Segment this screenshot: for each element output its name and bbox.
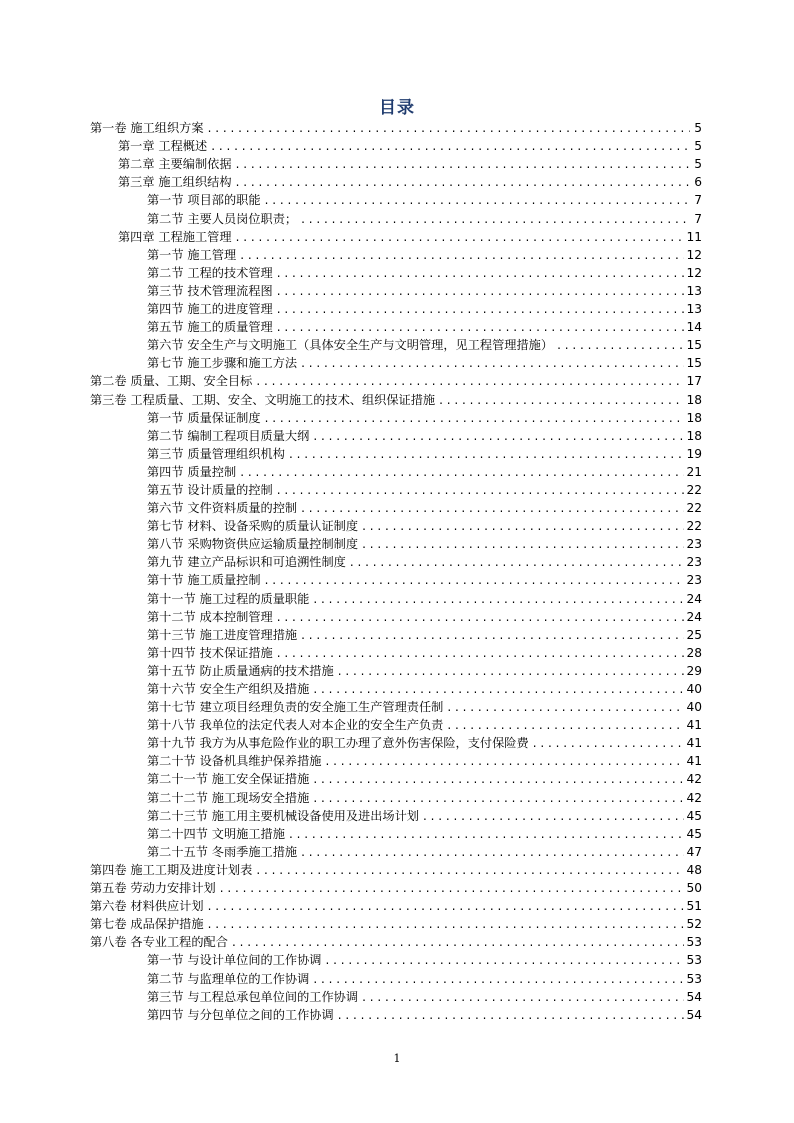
toc-entry[interactable] — [90, 571, 702, 589]
dot-leader — [208, 119, 690, 137]
toc-entry-page-number: 12 — [686, 265, 702, 280]
toc-entry-title: 第七节 施工步骤和施工方法 — [147, 356, 298, 371]
dot-leader — [313, 427, 684, 445]
toc-entry-title: 第二十节 设备机具维护保养措施 — [147, 754, 322, 769]
toc-entry-title: 第一节 与设计单位间的工作协调 — [147, 953, 322, 968]
toc-entry-title: 第三卷 工程质量、工期、安全、文明施工的技术、组织保证措施 — [90, 392, 436, 407]
toc-entry-title: 第四章 工程施工管理 — [118, 229, 232, 244]
dot-leader — [232, 933, 685, 951]
dot-leader — [533, 734, 685, 752]
toc-entry-page-number: 50 — [686, 881, 702, 896]
toc-entry-page-number: 22 — [686, 501, 702, 516]
dot-leader — [301, 354, 684, 372]
toc-entry-title: 第四节 与分包单位之间的工作协调 — [147, 1007, 334, 1022]
toc-entry[interactable] — [90, 1006, 702, 1024]
toc-entry-page-number: 42 — [686, 772, 702, 787]
toc-entry[interactable] — [90, 680, 702, 698]
dot-leader — [256, 861, 684, 879]
toc-entry-title: 第十七节 建立项目经理负责的安全施工生产管理责任制 — [147, 700, 444, 715]
toc-entry[interactable] — [90, 209, 702, 227]
dot-leader — [256, 372, 684, 390]
dot-leader — [265, 409, 685, 427]
dot-leader — [208, 897, 685, 915]
toc-entry-title: 第二节 与监理单位的工作协调 — [147, 971, 310, 986]
toc-entry-title: 第七节 材料、设备采购的质量认证制度 — [147, 519, 359, 534]
toc-entry-page-number: 25 — [686, 627, 702, 642]
toc-entry-page-number: 41 — [686, 754, 702, 769]
toc-entry-title: 第一章 工程概述 — [118, 139, 208, 154]
dot-leader — [301, 210, 690, 228]
dot-leader — [301, 626, 684, 644]
toc-entry-page-number: 28 — [686, 645, 702, 660]
toc-entry-title: 第三节 质量管理组织机构 — [147, 446, 285, 461]
toc-entry-page-number: 14 — [686, 320, 702, 335]
toc-entry-page-number: 54 — [686, 1007, 702, 1022]
toc-entry-title: 第十节 施工质量控制 — [147, 573, 261, 588]
toc-entry-title: 第十三节 施工进度管理措施 — [147, 627, 298, 642]
toc-entry-title: 第十二节 成本控制管理 — [147, 609, 273, 624]
toc-entry-page-number: 18 — [686, 392, 702, 407]
dot-leader — [326, 752, 685, 770]
toc-entry-page-number: 6 — [694, 175, 702, 190]
dot-leader — [265, 191, 690, 209]
dot-leader — [277, 282, 685, 300]
toc-entry[interactable] — [90, 119, 702, 137]
toc-entry-page-number: 5 — [694, 157, 702, 172]
toc-entry-title: 第十八节 我单位的法定代表人对本企业的安全生产负责 — [147, 718, 444, 733]
toc-entry[interactable] — [90, 354, 702, 372]
toc-entry-page-number: 41 — [686, 736, 702, 751]
toc-entry-title: 第十六节 安全生产组织及措施 — [147, 682, 310, 696]
dot-leader — [208, 915, 685, 933]
toc-entry-title: 第二十一节 施工安全保证措施 — [147, 772, 310, 787]
toc-entry[interactable] — [90, 228, 702, 246]
dot-leader — [240, 246, 684, 264]
page-number: 1 — [393, 1052, 401, 1065]
toc-entry[interactable] — [90, 463, 702, 481]
toc-entry-page-number: 23 — [686, 537, 702, 552]
dot-leader — [313, 789, 684, 807]
dot-leader — [338, 1006, 685, 1024]
toc-entry-page-number: 18 — [686, 428, 702, 443]
toc-entry[interactable] — [90, 589, 702, 607]
toc-entry-title: 第二节 编制工程项目质量大纲 — [147, 428, 310, 443]
toc-entry[interactable] — [90, 155, 702, 173]
toc-entry[interactable] — [90, 734, 702, 752]
toc-entry-title: 第十一节 施工过程的质量职能 — [147, 591, 310, 606]
dot-leader — [236, 228, 685, 246]
table-of-contents — [90, 119, 702, 1024]
toc-entry[interactable] — [90, 825, 702, 843]
toc-entry[interactable] — [90, 698, 702, 716]
toc-entry-page-number: 52 — [686, 917, 702, 932]
toc-entry-title: 第二节 主要人员岗位职责； — [147, 211, 298, 226]
toc-entry-title: 第十九节 我方为从事危险作业的职工办理了意外伤害保险，支付保险费 — [147, 736, 529, 751]
toc-entry-page-number: 18 — [686, 410, 702, 425]
toc-entry-page-number: 23 — [686, 555, 702, 570]
toc-entry-page-number: 29 — [686, 663, 702, 678]
dot-leader — [277, 481, 685, 499]
toc-entry-page-number: 13 — [686, 283, 702, 298]
toc-entry-page-number: 19 — [686, 446, 702, 461]
dot-leader — [313, 590, 684, 608]
toc-entry-page-number: 53 — [686, 971, 702, 986]
toc-entry-page-number: 22 — [686, 519, 702, 534]
toc-entry[interactable] — [90, 716, 702, 734]
toc-entry[interactable] — [90, 988, 702, 1006]
dot-leader — [362, 988, 684, 1006]
dot-leader — [277, 644, 685, 662]
dot-leader — [423, 807, 684, 825]
toc-entry-page-number: 17 — [686, 374, 702, 389]
toc-entry-page-number: 48 — [686, 862, 702, 877]
toc-entry-title: 第三章 施工组织结构 — [118, 175, 232, 190]
toc-entry[interactable] — [90, 861, 702, 879]
dot-leader — [220, 879, 685, 897]
toc-entry[interactable] — [90, 173, 702, 191]
toc-entry[interactable] — [90, 788, 702, 806]
toc-entry[interactable] — [90, 644, 702, 662]
toc-entry-page-number: 54 — [686, 989, 702, 1004]
toc-entry-title: 第六节 文件资料质量的控制 — [147, 501, 298, 516]
toc-entry-page-number: 7 — [694, 193, 702, 208]
toc-entry-title: 第一卷 施工组织方案 — [90, 121, 204, 136]
toc-entry-page-number: 23 — [686, 573, 702, 588]
toc-entry-title: 第三节 与工程总承包单位间的工作协调 — [147, 989, 359, 1004]
toc-entry-page-number: 53 — [686, 953, 702, 968]
toc-entry[interactable] — [90, 137, 702, 155]
toc-entry-title: 第九节 建立产品标识和可追溯性制度 — [147, 555, 346, 570]
toc-entry-title: 第七卷 成品保护措施 — [90, 917, 204, 932]
toc-entry-page-number: 13 — [686, 302, 702, 317]
toc-entry-page-number: 7 — [694, 211, 702, 226]
toc-entry[interactable] — [90, 770, 702, 788]
dot-leader — [447, 716, 684, 734]
toc-entry[interactable] — [90, 553, 702, 571]
dot-leader — [326, 951, 685, 969]
toc-entry[interactable] — [90, 318, 702, 336]
toc-entry-title: 第四节 施工的进度管理 — [147, 302, 273, 317]
toc-entry[interactable] — [90, 409, 702, 427]
toc-entry[interactable] — [90, 626, 702, 644]
dot-leader — [301, 499, 684, 517]
dot-leader — [289, 825, 685, 843]
toc-entry-title: 第二十四节 文明施工措施 — [147, 826, 285, 841]
toc-entry-page-number: 51 — [686, 899, 702, 914]
toc-entry[interactable] — [90, 951, 702, 969]
dot-leader — [240, 463, 684, 481]
toc-entry-title: 第五节 设计质量的控制 — [147, 482, 273, 497]
dot-leader — [350, 553, 685, 571]
dot-leader — [313, 970, 684, 988]
toc-entry-title: 第六节 安全生产与文明施工（具体安全生产与文明管理，见工程管理措施） — [147, 338, 554, 353]
dot-leader — [211, 137, 690, 155]
dot-leader — [289, 445, 685, 463]
toc-entry[interactable] — [90, 897, 702, 915]
toc-entry[interactable] — [90, 933, 702, 951]
toc-entry-title: 第二卷 质量、工期、安全目标 — [90, 374, 253, 389]
toc-entry[interactable] — [90, 445, 702, 463]
toc-entry-title: 第六卷 材料供应计划 — [90, 899, 204, 914]
toc-entry-title: 第二十二节 施工现场安全措施 — [147, 790, 310, 805]
dot-leader — [277, 264, 685, 282]
toc-entry[interactable] — [90, 390, 702, 408]
dot-leader — [236, 173, 690, 191]
toc-entry[interactable] — [90, 499, 702, 517]
toc-entry-page-number: 41 — [686, 718, 702, 733]
toc-entry[interactable] — [90, 608, 702, 626]
toc-entry-title: 第二十五节 冬雨季施工措施 — [147, 844, 298, 859]
toc-entry[interactable] — [90, 517, 702, 535]
toc-entry-page-number: 53 — [686, 935, 702, 950]
dot-leader — [277, 318, 685, 336]
toc-entry-title: 第三节 技术管理流程图 — [147, 283, 273, 298]
dot-leader — [439, 391, 684, 409]
page-title: 目录 — [379, 98, 415, 118]
toc-entry-page-number: 5 — [694, 121, 702, 136]
toc-entry-title: 第八卷 各专业工程的配合 — [90, 935, 228, 950]
toc-entry-page-number: 12 — [686, 247, 702, 262]
dot-leader — [277, 300, 685, 318]
toc-entry-title: 第一节 质量保证制度 — [147, 410, 261, 425]
toc-entry-page-number: 24 — [686, 609, 702, 624]
toc-entry-title: 第五卷 劳动力安排计划 — [90, 881, 216, 896]
toc-entry[interactable] — [90, 879, 702, 897]
toc-entry[interactable] — [90, 427, 702, 445]
toc-entry[interactable] — [90, 915, 702, 933]
dot-leader — [313, 770, 684, 788]
toc-entry-page-number: 22 — [686, 482, 702, 497]
toc-entry-title: 第一节 项目部的职能 — [147, 193, 261, 208]
dot-leader — [338, 662, 685, 680]
dot-leader — [277, 608, 685, 626]
toc-entry[interactable] — [90, 535, 702, 553]
toc-entry-title: 第四节 质量控制 — [147, 464, 237, 479]
toc-entry[interactable] — [90, 662, 702, 680]
toc-entry-title: 第二十三节 施工用主要机械设备使用及进出场计划 — [147, 808, 419, 823]
toc-entry-page-number: 45 — [686, 808, 702, 823]
toc-entry[interactable] — [90, 752, 702, 770]
toc-entry-page-number: 42 — [686, 790, 702, 805]
toc-entry[interactable] — [90, 191, 702, 209]
dot-leader — [362, 517, 684, 535]
toc-entry-title: 第二章 主要编制依据 — [118, 157, 232, 172]
toc-entry-page-number: 11 — [686, 229, 702, 244]
toc-entry-title: 第八节 采购物资供应运输质量控制制度 — [147, 537, 359, 552]
dot-leader — [557, 336, 684, 354]
toc-entry-title: 第四卷 施工工期及进度计划表 — [90, 862, 253, 877]
dot-leader — [447, 698, 684, 716]
toc-entry-page-number: 47 — [686, 844, 702, 859]
toc-entry-title: 第一节 施工管理 — [147, 247, 237, 262]
toc-entry[interactable] — [90, 969, 702, 987]
toc-entry[interactable] — [90, 807, 702, 825]
toc-entry-page-number: 45 — [686, 826, 702, 841]
toc-entry[interactable] — [90, 336, 702, 354]
toc-entry-page-number: 24 — [686, 591, 702, 606]
toc-entry-title: 第二节 工程的技术管理 — [147, 265, 273, 280]
toc-entry-title: 第十五节 防止质量通病的技术措施 — [147, 663, 334, 678]
toc-entry[interactable] — [90, 843, 702, 861]
toc-entry-page-number: 15 — [686, 338, 702, 353]
toc-entry-page-number: 15 — [686, 356, 702, 371]
toc-entry[interactable] — [90, 300, 702, 318]
toc-entry-page-number: 40 — [686, 682, 702, 696]
toc-entry[interactable] — [90, 264, 702, 282]
toc-entry[interactable] — [90, 481, 702, 499]
toc-entry-page-number: 21 — [686, 464, 702, 479]
toc-entry[interactable] — [90, 372, 702, 390]
dot-leader — [265, 571, 685, 589]
toc-entry-title: 第五节 施工的质量管理 — [147, 320, 273, 335]
toc-entry-page-number: 40 — [686, 700, 702, 715]
dot-leader — [301, 843, 684, 861]
dot-leader — [313, 680, 684, 698]
toc-entry[interactable] — [90, 246, 702, 264]
toc-entry-page-number: 5 — [694, 139, 702, 154]
toc-entry-title: 第十四节 技术保证措施 — [147, 645, 273, 660]
dot-leader — [236, 155, 690, 173]
dot-leader — [362, 535, 684, 553]
toc-entry[interactable] — [90, 282, 702, 300]
